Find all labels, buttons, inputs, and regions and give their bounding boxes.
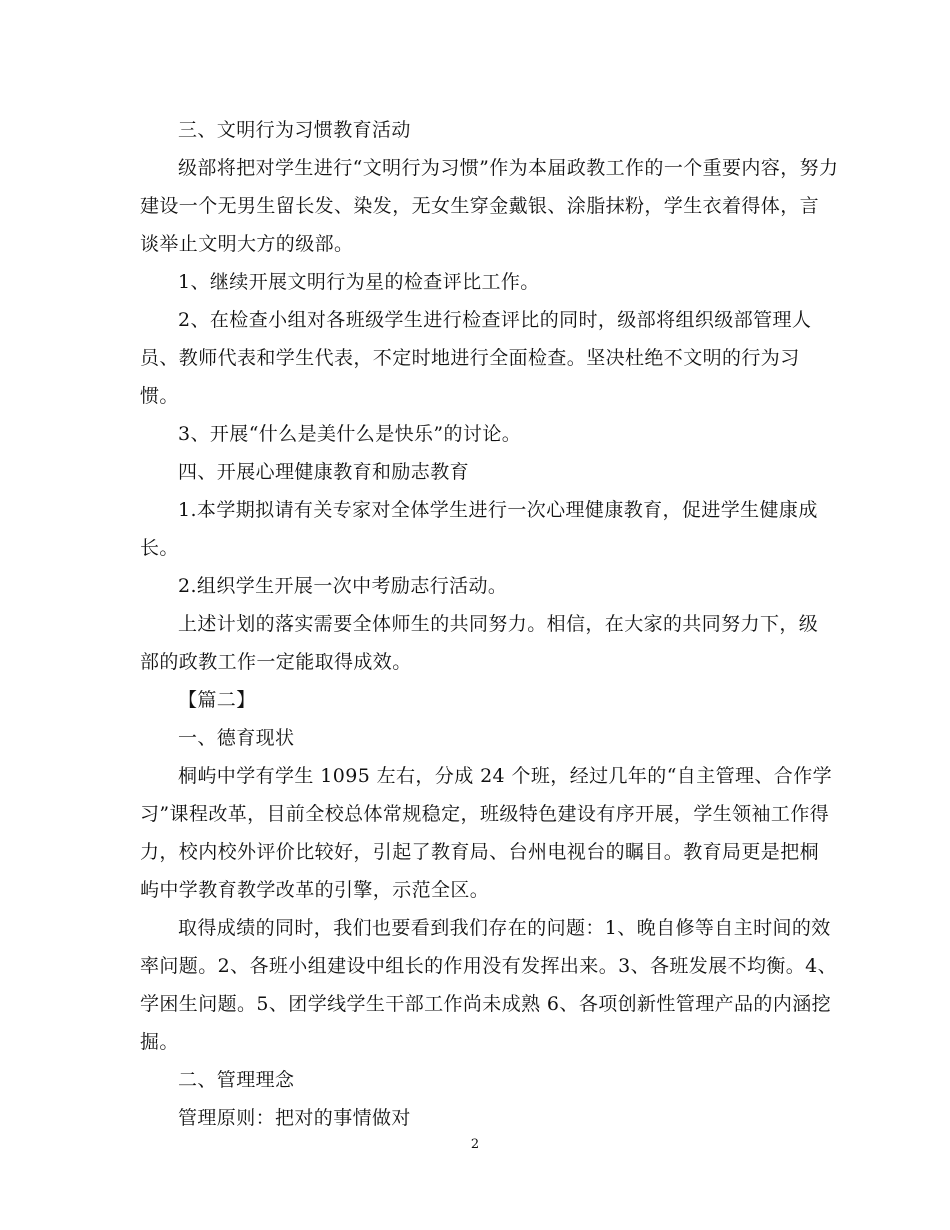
paragraph-line: 桐屿中学有学生 1095 左右，分成 24 个班，经过几年的“自主管理、合作学 [178, 765, 833, 787]
section-heading: 四、开展心理健康教育和励志教育 [178, 461, 470, 483]
paragraph-line: 部的政教工作一定能取得成效。 [140, 651, 412, 673]
list-item: 1.本学期拟请有关专家对全体学生进行一次心理健康教育，促进学生健康成 [178, 499, 818, 521]
paragraph-line: 谈举止文明大方的级部。 [140, 233, 354, 255]
list-item: 1、继续开展文明行为星的检查评比工作。 [178, 271, 540, 293]
paragraph-line: 员、教师代表和学生代表，不定时地进行全面检查。坚决杜绝不文明的行为习 [140, 347, 800, 369]
paragraph-line: 建设一个无男生留长发、染发，无女生穿金戴银、涂脂抹粉，学生衣着得体，言 [140, 195, 820, 217]
paragraph-line: 长。 [140, 537, 179, 559]
list-item: 3、开展“什么是美什么是快乐”的讨论。 [178, 423, 522, 445]
paragraph-line: 掘。 [140, 1031, 179, 1053]
paragraph-line: 学困生问题。5、团学线学生干部工作尚未成熟 6、各项创新性管理产品的内涵挖 [140, 993, 832, 1015]
page-number: 2 [470, 1137, 480, 1152]
paragraph-line: 习”课程改革，目前全校总体常规稳定，班级特色建设有序开展，学生领袖工作得 [140, 803, 830, 825]
paragraph-line: 力，校内校外评价比较好，引起了教育局、台州电视台的瞩目。教育局更是把桐 [140, 841, 820, 863]
paragraph-line: 管理原则：把对的事情做对 [178, 1107, 411, 1129]
list-item: 2、在检查小组对各班级学生进行检查评比的同时，级部将组织级部管理人 [178, 309, 812, 331]
paragraph-line: 屿中学教育教学改革的引擎，示范全区。 [140, 879, 490, 901]
paragraph-line: 惯。 [140, 385, 179, 407]
paragraph-line: 率问题。2、各班小组建设中组长的作用没有发挥出来。3、各班发展不均衡。4、 [140, 955, 838, 977]
section-title: 【篇二】 [178, 689, 256, 711]
section-heading: 二、管理理念 [178, 1069, 295, 1091]
paragraph-line: 上述计划的落实需要全体师生的共同努力。相信，在大家的共同努力下，级 [178, 613, 819, 635]
paragraph-line: 取得成绩的同时，我们也要看到我们存在的问题：1、晚自修等自主时间的效 [178, 917, 831, 939]
section-heading: 三、文明行为习惯教育活动 [178, 119, 411, 141]
section-heading: 一、德育现状 [178, 727, 295, 749]
paragraph-line: 级部将把对学生进行“文明行为习惯”作为本届政教工作的一个重要内容，努力 [178, 157, 839, 179]
list-item: 2.组织学生开展一次中考励志行活动。 [178, 575, 508, 597]
